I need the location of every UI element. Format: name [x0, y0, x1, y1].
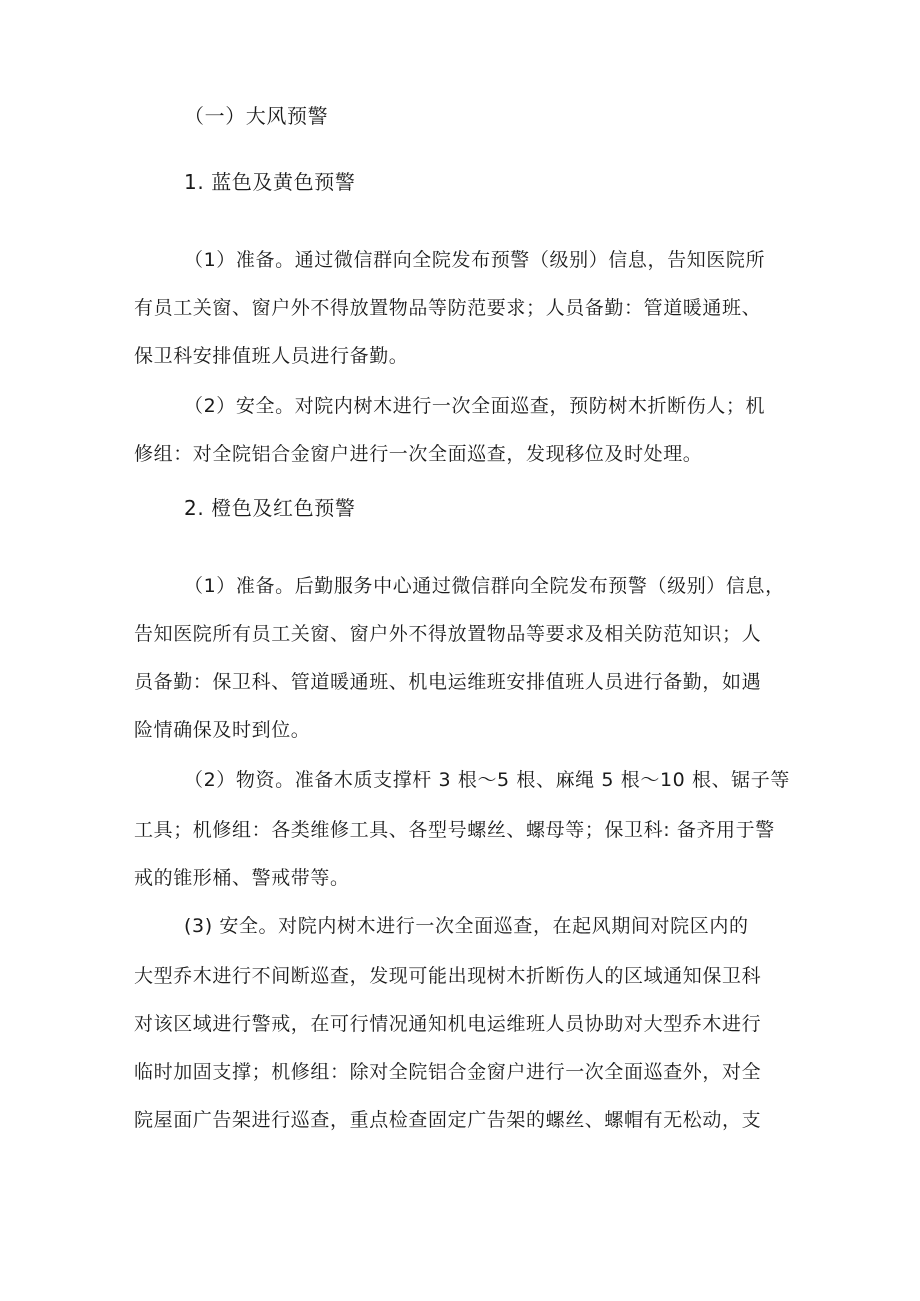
subsection-title-orange-red: 2. 橙色及红色预警: [184, 496, 356, 520]
paragraph-line: 院屋面广告架进行巡查，重点检查固定广告架的螺丝、螺帽有无松动，支: [134, 1109, 762, 1131]
paragraph-line: 临时加固支撑；机修组：除对全院铝合金窗户进行一次全面巡查外，对全: [134, 1061, 762, 1083]
paragraph-line: 告知医院所有员工关窗、窗户外不得放置物品等要求及相关防范知识；人: [134, 623, 762, 645]
paragraph-line: 有员工关窗、窗户外不得放置物品等防范要求；人员备勤：管道暖通班、: [134, 297, 762, 319]
subsection-title-blue-yellow: 1. 蓝色及黄色预警: [184, 170, 356, 194]
paragraph-line: （2）安全。对院内树木进行一次全面巡查，预防树木折断伤人；机: [184, 395, 766, 417]
paragraph-line: 大型乔木进行不间断巡查，发现可能出现树木折断伤人的区域通知保卫科: [134, 965, 762, 987]
paragraph-line: 修组：对全院铝合金窗户进行一次全面巡查，发现移位及时处理。: [134, 443, 703, 465]
paragraph-line: 戒的锥形桶、警戒带等。: [134, 867, 350, 889]
paragraph-line: （1）准备。后勤服务中心通过微信群向全院发布预警（级别）信息，: [184, 575, 785, 597]
paragraph-line: 保卫科安排值班人员进行备勤。: [134, 345, 409, 367]
paragraph-line: 工具；机修组：各类维修工具、各型号螺丝、螺母等；保卫科: 备齐用于警: [134, 819, 775, 841]
section-title: （一）大风预警: [184, 104, 329, 128]
paragraph-line: 对该区域进行警戒，在可行情况通知机电运维班人员协助对大型乔木进行: [134, 1013, 762, 1035]
paragraph-line: 险情确保及时到位。: [134, 719, 311, 741]
paragraph-line: (3) 安全。对院内树木进行一次全面巡查，在起风期间对院区内的: [184, 915, 749, 937]
paragraph-line: 员备勤：保卫科、管道暖通班、机电运维班安排值班人员进行备勤，如遇: [134, 671, 762, 693]
paragraph-line: （2）物资。准备木质支撑杆 3 根～5 根、麻绳 5 根～10 根、锯子等: [184, 769, 790, 791]
paragraph-line: （1）准备。通过微信群向全院发布预警（级别）信息，告知医院所: [184, 249, 766, 271]
